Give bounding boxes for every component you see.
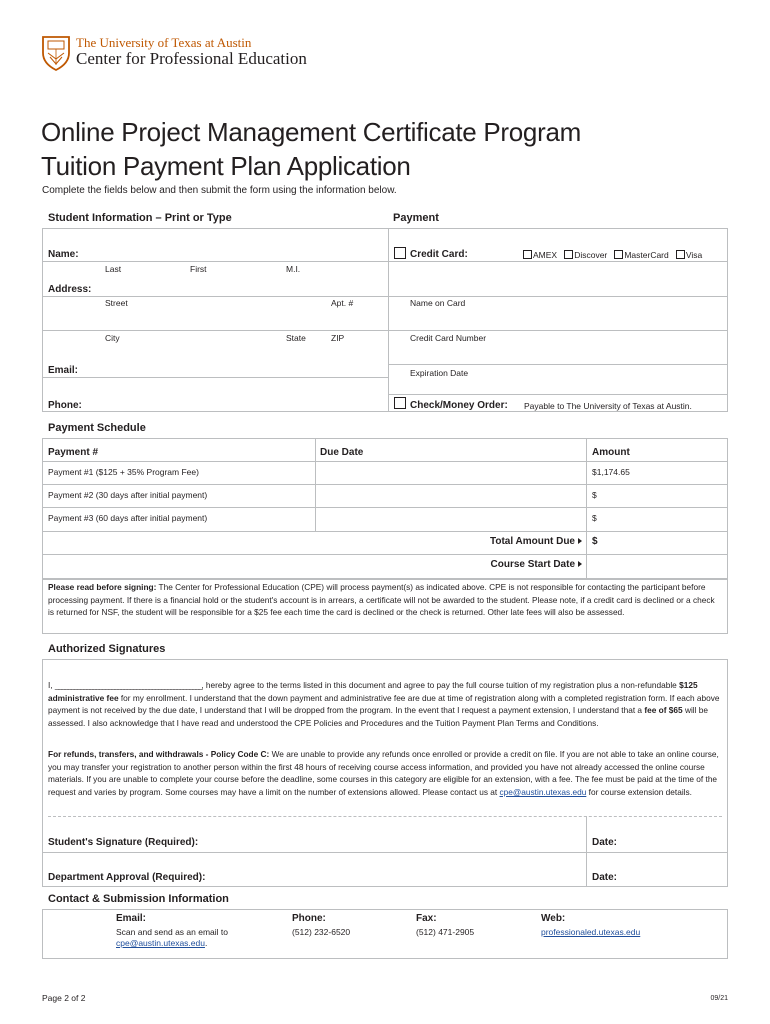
authorized-signatures-heading: Authorized Signatures — [48, 643, 166, 655]
phone-label: Phone: — [48, 400, 82, 411]
student-signature-field[interactable] — [42, 852, 728, 853]
credit-card-checkbox[interactable] — [394, 247, 406, 259]
city-caption: City — [105, 333, 120, 343]
form-version-code: 09/21 — [710, 995, 728, 1002]
email-label: Email: — [48, 365, 79, 376]
cpe-email-link[interactable]: cpe@austin.utexas.edu — [499, 786, 587, 797]
table-row-amount: $ — [592, 490, 597, 500]
page-subtitle: Tuition Payment Plan Application — [41, 151, 411, 181]
contact-fax-value: (512) 471-2905 — [416, 927, 475, 937]
mi-caption: M.I. — [286, 264, 301, 274]
mastercard-checkbox[interactable] — [614, 250, 623, 259]
contact-phone-label: Phone: — [292, 913, 326, 924]
instructions: Complete the fields below and then submit the form using the information below. — [42, 185, 397, 196]
first-name-caption: First — [190, 264, 207, 274]
apt-caption: Apt. # — [331, 298, 354, 308]
payable-to-text: Payable to The University of Texas at Austin. — [524, 401, 692, 411]
department-approval-date-label: Date: — [592, 872, 618, 883]
card-type-options — [523, 250, 702, 260]
payment-schedule-heading: Payment Schedule — [48, 422, 146, 434]
credit-card-label: Credit Card: — [410, 249, 468, 260]
page-title: Online Project Management Certificate Program — [41, 117, 581, 147]
expiration-field[interactable] — [388, 364, 728, 365]
total-amount-due-label: Total Amount Due — [380, 536, 582, 547]
discover-checkbox[interactable] — [564, 250, 573, 259]
visa-checkbox[interactable] — [676, 250, 685, 259]
student-info-heading: Student Information – Print or Type — [48, 212, 232, 224]
department-approval-label: Department Approval (Required): — [48, 872, 206, 883]
course-start-date-label: Course Start Date — [380, 559, 582, 570]
visa-option[interactable]: Visa — [676, 250, 702, 260]
agreement-text: I, _______________________________________________, hereby agree to the terms listed in this document and agree to pay the full course tuition of my registration plus a non-refundable $125 administrative fee for my enrollment. I understand that the down payment and administrative fee are due at time of registration along with a completed registration form. If each above payment is not received by the due date, I understand that I will be dropped from the program. In the event that I request a payment extension, I understand that a fee of $65 will be assessed. I also acknowledge that I have read and understood the CPE Policies and Procedures and the Tuition Payment Plan Terms and Conditions. — [48, 680, 720, 728]
table-row-payment: Payment #2 (30 days after initial payment) — [48, 490, 208, 500]
amex-option[interactable]: AMEX — [523, 250, 557, 260]
page-number: Page 2 of 2 — [42, 993, 86, 1003]
col-payment-header: Payment # — [48, 447, 99, 458]
city-field[interactable] — [42, 330, 388, 331]
mastercard-option[interactable]: MasterCard — [614, 250, 668, 260]
name-on-card-field[interactable] — [388, 296, 728, 297]
arrow-right-icon — [578, 538, 582, 544]
table-row-payment: Payment #1 ($125 + 35% Program Fee) — [48, 467, 199, 477]
contact-web-link[interactable]: professionaled.utexas.edu — [541, 927, 641, 937]
student-signature-date-label: Date: — [592, 837, 618, 848]
last-name-caption: Last — [105, 264, 122, 274]
participant-name-blank[interactable]: _______________________________________________ — [54, 680, 202, 690]
card-number-caption: Credit Card Number — [410, 333, 487, 343]
contact-email-link[interactable]: cpe@austin.utexas.edu — [116, 938, 205, 948]
contact-email-line: cpe@austin.utexas.edu. — [116, 938, 208, 948]
address-label: Address: — [48, 284, 92, 295]
expiration-caption: Expiration Date — [410, 368, 469, 378]
card-number-field[interactable] — [388, 330, 728, 331]
col-due-date-header: Due Date — [320, 447, 364, 458]
name-label: Name: — [48, 249, 79, 260]
table-row-amount: $ — [592, 513, 597, 523]
state-caption: State — [286, 333, 306, 343]
check-money-order-checkbox[interactable] — [394, 397, 406, 409]
contact-email-label: Email: — [116, 913, 147, 924]
ut-seal-logo — [41, 35, 71, 71]
notice-text: Please read before signing: The Center for Professional Education (CPE) will process payment(s) as indicated above. CPE is not responsible for contacting the participant before processing payment. If there is a financial hold or the student's account is in arrears, a certificate will not be awarded to the student. Please note, if a credit card is declined or a check is returned for NSF, the student will be responsible for a $25 fee each time the card is declined or the check is returned. Other late fees will also be assessed. — [48, 582, 715, 618]
payment-heading: Payment — [393, 212, 439, 224]
contact-fax-label: Fax: — [416, 913, 437, 924]
street-caption: Street — [105, 298, 128, 308]
contact-heading: Contact & Submission Information — [48, 893, 229, 905]
zip-caption: ZIP — [331, 333, 345, 343]
contact-email-text: Scan and send as an email to — [116, 927, 228, 937]
arrow-right-icon — [578, 561, 582, 567]
payment-schedule-table — [42, 438, 728, 579]
table-row-amount: $1,174.65 — [592, 467, 630, 477]
name-field[interactable] — [42, 261, 388, 262]
check-money-order-label: Check/Money Order: — [410, 400, 508, 411]
contact-web-label: Web: — [541, 913, 566, 924]
university-name: The University of Texas at Austin — [76, 35, 252, 50]
col-amount-header: Amount — [592, 447, 630, 458]
street-field[interactable] — [42, 296, 388, 297]
email-field[interactable] — [42, 377, 388, 378]
total-amount-value[interactable]: $ — [592, 536, 598, 547]
discover-option[interactable]: Discover — [564, 250, 607, 260]
student-signature-label: Student's Signature (Required): — [48, 837, 199, 848]
contact-phone-value: (512) 232-6520 — [292, 927, 351, 937]
amex-checkbox[interactable] — [523, 250, 532, 259]
refund-policy-text: For refunds, transfers, and withdrawals - Policy Code C: We are unable to provide any refunds once enrolled or provide a credit on file. If you are not able to take an online course, you may transfer your registration to another person within the first 48 hours of receiving course access information, and provided you have not already accessed the online course materials. If you are unable to complete your course before the deadline, some courses in this category are eligible for an extension, with a fee. The fee must be paid at the time of the request and varies by program. Some courses may have a limit on the number of extensions allowed. Please contact us at cpe@austin.utexas.edu for course extension details. — [48, 749, 719, 797]
name-on-card-caption: Name on Card — [410, 298, 466, 308]
table-row-payment: Payment #3 (60 days after initial payment) — [48, 513, 208, 523]
center-name: Center for Professional Education — [76, 49, 307, 68]
